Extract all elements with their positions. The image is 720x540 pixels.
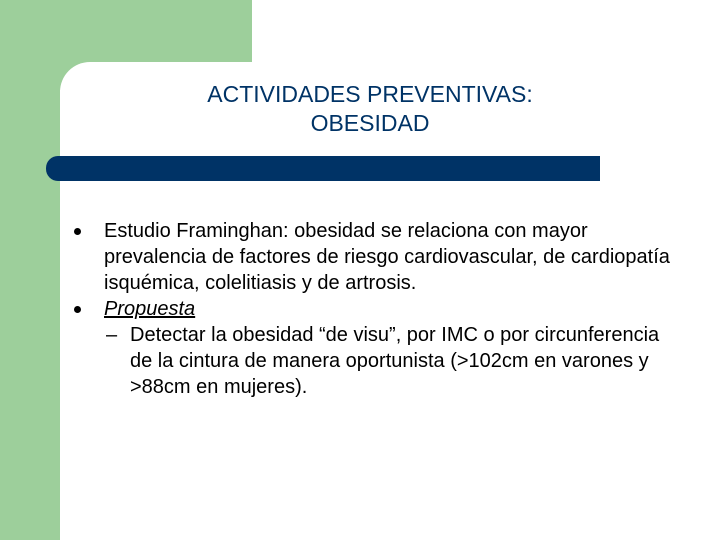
bullet-text: Propuesta bbox=[104, 298, 196, 320]
bullet-item bbox=[96, 296, 676, 322]
slide-title-line2: OBESIDAD bbox=[310, 110, 430, 136]
title-underline-bar bbox=[46, 156, 600, 181]
bullet-dot-icon bbox=[74, 228, 81, 235]
bullet-item bbox=[96, 218, 676, 296]
slide-title bbox=[100, 80, 640, 138]
sub-bullet-text: Detectar la obesidad “de visu”, por IMC o por circunferencia de la cintura de manera oportunista (>102cm en varones y >88cm en mujeres). bbox=[130, 324, 660, 398]
sub-bullet-item bbox=[96, 322, 676, 400]
bullet-text: Estudio Framinghan: obesidad se relaciona con mayor prevalencia de factores de riesgo cardiovascular, de cardiopatía isquémica, colelitiasis y de artrosis. bbox=[104, 220, 670, 294]
bullet-dot-icon bbox=[74, 306, 81, 313]
slide-title-line1: ACTIVIDADES PREVENTIVAS: bbox=[207, 81, 533, 107]
decorative-green-left bbox=[0, 0, 60, 540]
sub-bullet-dash: – bbox=[106, 324, 118, 346]
slide-content bbox=[96, 218, 676, 400]
